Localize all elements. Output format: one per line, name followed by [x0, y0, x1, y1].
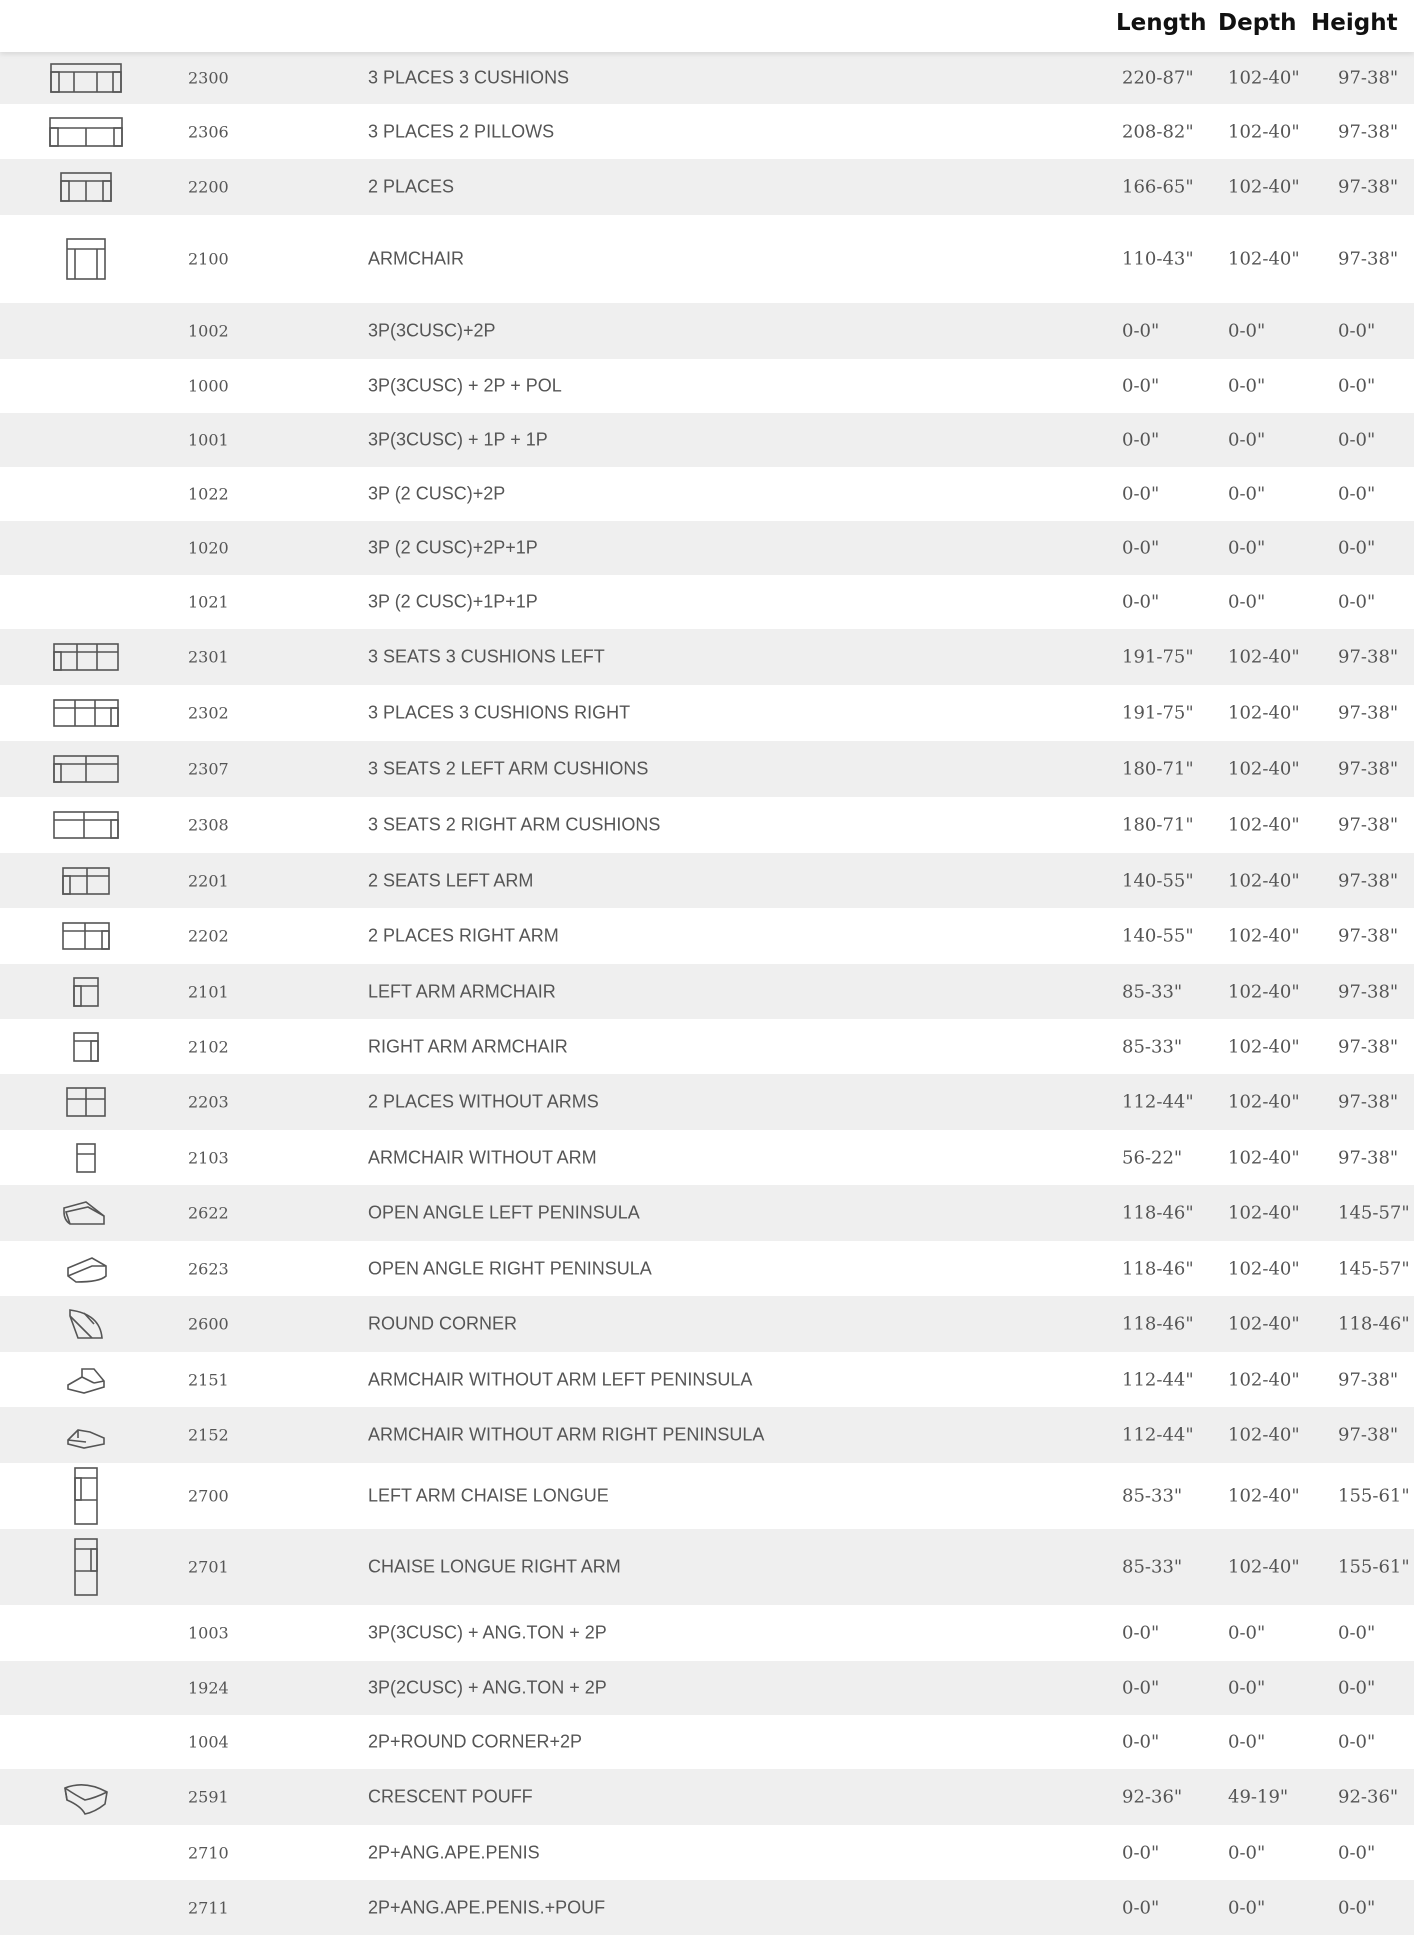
product-description: 3P(3CUSC)+2P [368, 320, 496, 341]
chaise-longue-right-arm-icon [73, 1537, 99, 1597]
product-code: 2302 [188, 703, 229, 723]
table-row [0, 1529, 1414, 1605]
product-code: 2201 [188, 871, 229, 890]
depth-value: 0-0" [1228, 320, 1266, 342]
product-description: 2P+ANG.APE.PENIS [368, 1842, 540, 1862]
length-value: 166-65" [1122, 176, 1194, 198]
height-value: 97-38" [1338, 1424, 1399, 1446]
height-value: 97-38" [1338, 870, 1399, 891]
product-description: OPEN ANGLE RIGHT PENINSULA [368, 1258, 652, 1278]
product-code: 2202 [188, 926, 229, 946]
height-value: 0-0" [1338, 375, 1376, 397]
length-value: 56-22" [1122, 1147, 1183, 1168]
table-header [0, 0, 1414, 52]
table-row [0, 1715, 1414, 1769]
product-code: 2711 [188, 1898, 229, 1917]
height-value: 97-38" [1338, 1036, 1399, 1057]
sofa-3-seat-2-cushion-right-icon [52, 810, 120, 840]
depth-value: 49-19" [1228, 1786, 1289, 1808]
depth-value: 102-40" [1228, 1147, 1300, 1168]
product-description: 3 PLACES 2 PILLOWS [368, 121, 555, 141]
product-description: ARMCHAIR WITHOUT ARM [368, 1147, 597, 1167]
product-code: 1002 [188, 321, 229, 341]
table-row [0, 1769, 1414, 1825]
height-value: 97-38" [1338, 176, 1399, 198]
depth-value: 0-0" [1228, 1731, 1266, 1753]
length-value: 191-75" [1122, 702, 1194, 724]
table-row [0, 741, 1414, 797]
length-value: 0-0" [1122, 537, 1160, 559]
product-table [0, 52, 1414, 1935]
sofa-3-seat-2-cushion-left-icon [52, 754, 120, 784]
sofa-2-seat-icon [59, 171, 113, 203]
product-description: RIGHT ARM ARMCHAIR [368, 1036, 568, 1056]
height-value: 0-0" [1338, 537, 1376, 559]
product-description: 3P (2 CUSC)+2P+1P [368, 537, 538, 558]
table-row [0, 1130, 1414, 1185]
product-description: 2 SEATS LEFT ARM [368, 870, 534, 890]
length-column-header: Length [1116, 10, 1207, 36]
product-description: 2 PLACES WITHOUT ARMS [368, 1091, 599, 1112]
product-description: LEFT ARM CHAISE LONGUE [368, 1485, 609, 1506]
length-value: 0-0" [1122, 375, 1160, 397]
depth-value: 102-40" [1228, 1091, 1300, 1113]
length-value: 0-0" [1122, 1897, 1160, 1918]
chaise-longue-left-arm-icon [73, 1466, 99, 1526]
armchair-right-arm-icon [72, 1031, 100, 1063]
length-value: 0-0" [1122, 1842, 1160, 1863]
table-row [0, 467, 1414, 521]
length-value: 0-0" [1122, 591, 1160, 613]
height-value: 0-0" [1338, 1677, 1376, 1699]
length-value: 208-82" [1122, 121, 1194, 142]
table-row [0, 1605, 1414, 1661]
sofa-3-seat-3-cushion-icon [49, 62, 123, 94]
product-description: 3P (2 CUSC)+2P [368, 483, 506, 504]
product-code: 2623 [188, 1259, 229, 1278]
length-value: 85-33" [1122, 1556, 1183, 1578]
product-description: LEFT ARM ARMCHAIR [368, 981, 556, 1001]
table-row [0, 1019, 1414, 1074]
table-row [0, 1463, 1414, 1529]
product-description: 3P(3CUSC) + 1P + 1P [368, 429, 548, 450]
table-row [0, 1241, 1414, 1296]
armchair-no-arm-icon [75, 1142, 97, 1174]
product-description: ARMCHAIR WITHOUT ARM LEFT PENINSULA [368, 1369, 753, 1389]
height-value: 97-38" [1338, 702, 1399, 724]
length-value: 85-33" [1122, 981, 1183, 1002]
depth-value: 0-0" [1228, 429, 1266, 451]
height-value: 155-61" [1338, 1485, 1410, 1507]
product-description: 3 PLACES 3 CUSHIONS [368, 67, 570, 88]
height-value: 97-38" [1338, 1091, 1399, 1113]
height-value: 97-38" [1338, 981, 1399, 1002]
length-value: 0-0" [1122, 1622, 1160, 1644]
depth-value: 102-40" [1228, 925, 1300, 947]
height-value: 97-38" [1338, 925, 1399, 947]
table-row [0, 1661, 1414, 1715]
table-row [0, 1407, 1414, 1463]
height-value: 97-38" [1338, 758, 1399, 780]
height-value: 0-0" [1338, 483, 1376, 505]
height-value: 97-38" [1338, 814, 1399, 836]
length-value: 0-0" [1122, 320, 1160, 342]
depth-value: 102-40" [1228, 1556, 1300, 1578]
product-description: 3 SEATS 3 CUSHIONS LEFT [368, 646, 605, 667]
product-description: 3P (2 CUSC)+1P+1P [368, 591, 538, 612]
product-code: 2306 [188, 122, 229, 141]
product-code: 2701 [188, 1557, 229, 1577]
product-code: 1021 [188, 592, 229, 612]
sofa-2-seat-right-arm-icon [61, 921, 111, 951]
product-code: 2200 [188, 177, 229, 197]
table-row [0, 1352, 1414, 1407]
product-description: ARMCHAIR WITHOUT ARM RIGHT PENINSULA [368, 1424, 765, 1445]
table-row [0, 104, 1414, 159]
height-value: 0-0" [1338, 429, 1376, 451]
height-value: 0-0" [1338, 591, 1376, 613]
table-row [0, 359, 1414, 413]
product-code: 2301 [188, 647, 229, 667]
height-value: 0-0" [1338, 1731, 1376, 1753]
product-code: 2600 [188, 1314, 229, 1334]
product-description: 2P+ANG.APE.PENIS.+POUF [368, 1897, 606, 1917]
length-value: 110-43" [1122, 248, 1194, 270]
product-description: ARMCHAIR [368, 248, 465, 269]
sofa-3-seat-2-pillow-icon [48, 116, 124, 148]
table-row [0, 964, 1414, 1019]
table-row [0, 908, 1414, 964]
product-description: 3P(3CUSC) + ANG.TON + 2P [368, 1622, 607, 1643]
depth-value: 0-0" [1228, 1622, 1266, 1644]
table-row [0, 521, 1414, 575]
table-row [0, 159, 1414, 215]
product-code: 1004 [188, 1732, 229, 1752]
length-value: 180-71" [1122, 814, 1194, 836]
product-description: CRESCENT POUFF [368, 1786, 533, 1807]
product-description: 2 PLACES RIGHT ARM [368, 925, 559, 946]
depth-value: 0-0" [1228, 1677, 1266, 1699]
product-code: 2700 [188, 1486, 229, 1506]
length-value: 0-0" [1122, 1731, 1160, 1753]
depth-value: 102-40" [1228, 121, 1300, 142]
depth-value: 102-40" [1228, 176, 1300, 198]
product-code: 2308 [188, 815, 229, 835]
armchair-no-arm-right-peninsula-icon [64, 1420, 108, 1450]
depth-value: 102-40" [1228, 981, 1300, 1002]
length-value: 140-55" [1122, 925, 1194, 947]
table-row [0, 575, 1414, 629]
product-code: 2300 [188, 68, 229, 88]
height-value: 0-0" [1338, 1897, 1376, 1918]
depth-value: 102-40" [1228, 1258, 1300, 1279]
product-code: 2102 [188, 1037, 229, 1056]
length-value: 85-33" [1122, 1485, 1183, 1507]
product-code: 2103 [188, 1148, 229, 1167]
length-value: 0-0" [1122, 1677, 1160, 1699]
height-value: 97-38" [1338, 646, 1399, 668]
open-angle-right-peninsula-icon [62, 1254, 110, 1284]
depth-value: 102-40" [1228, 758, 1300, 780]
length-value: 220-87" [1122, 67, 1194, 89]
height-value: 97-38" [1338, 1147, 1399, 1168]
product-description: 3P(3CUSC) + 2P + POL [368, 375, 562, 396]
length-value: 0-0" [1122, 429, 1160, 451]
product-code: 1003 [188, 1623, 229, 1643]
product-description: 3 SEATS 2 RIGHT ARM CUSHIONS [368, 814, 661, 835]
sofa-3-seat-left-arm-icon [52, 642, 120, 672]
product-code: 1020 [188, 538, 229, 558]
depth-value: 102-40" [1228, 702, 1300, 724]
height-value: 155-61" [1338, 1556, 1410, 1578]
height-value: 145-57" [1338, 1202, 1410, 1224]
height-value: 0-0" [1338, 1842, 1376, 1863]
sofa-3-seat-right-arm-icon [52, 698, 120, 728]
product-code: 1924 [188, 1678, 229, 1698]
product-code: 1001 [188, 430, 229, 450]
table-row [0, 1296, 1414, 1352]
length-value: 118-46" [1122, 1258, 1194, 1279]
table-row [0, 1825, 1414, 1880]
product-description: CHAISE LONGUE RIGHT ARM [368, 1556, 621, 1577]
armchair-icon [65, 237, 107, 281]
product-description: 2 PLACES [368, 176, 455, 197]
depth-value: 102-40" [1228, 1485, 1300, 1507]
table-row [0, 685, 1414, 741]
depth-value: 102-40" [1228, 646, 1300, 668]
product-code: 2591 [188, 1787, 229, 1807]
depth-value: 102-40" [1228, 1202, 1300, 1224]
depth-value: 102-40" [1228, 870, 1300, 891]
depth-value: 102-40" [1228, 1036, 1300, 1057]
table-row [0, 797, 1414, 853]
product-code: 1000 [188, 376, 229, 396]
height-value: 92-36" [1338, 1786, 1399, 1808]
height-value: 97-38" [1338, 1369, 1399, 1390]
sofa-2-seat-no-arms-icon [65, 1086, 107, 1118]
length-value: 112-44" [1122, 1091, 1194, 1113]
product-description: OPEN ANGLE LEFT PENINSULA [368, 1202, 640, 1223]
length-value: 118-46" [1122, 1202, 1194, 1224]
height-value: 97-38" [1338, 248, 1399, 270]
height-value: 145-57" [1338, 1258, 1410, 1279]
depth-value: 0-0" [1228, 591, 1266, 613]
depth-value: 102-40" [1228, 1313, 1300, 1335]
product-description: 3 PLACES 3 CUSHIONS RIGHT [368, 702, 631, 723]
depth-value: 0-0" [1228, 375, 1266, 397]
product-code: 2151 [188, 1370, 229, 1389]
depth-value: 0-0" [1228, 483, 1266, 505]
depth-value: 102-40" [1228, 814, 1300, 836]
height-value: 0-0" [1338, 1622, 1376, 1644]
table-row [0, 215, 1414, 303]
open-angle-left-peninsula-icon [58, 1198, 114, 1228]
product-code: 2203 [188, 1092, 229, 1112]
product-description: 3 SEATS 2 LEFT ARM CUSHIONS [368, 758, 649, 779]
depth-value: 102-40" [1228, 248, 1300, 270]
length-value: 191-75" [1122, 646, 1194, 668]
product-code: 2307 [188, 759, 229, 779]
table-row [0, 853, 1414, 908]
length-value: 92-36" [1122, 1786, 1183, 1808]
crescent-pouff-icon [61, 1778, 111, 1816]
depth-column-header: Depth [1218, 10, 1297, 36]
height-column-header: Height [1311, 10, 1398, 36]
product-code: 2622 [188, 1203, 229, 1223]
round-corner-icon [66, 1306, 106, 1342]
length-value: 118-46" [1122, 1313, 1194, 1335]
depth-value: 0-0" [1228, 1842, 1266, 1863]
length-value: 112-44" [1122, 1424, 1194, 1446]
sofa-2-seat-left-arm-icon [61, 866, 111, 896]
table-row [0, 1074, 1414, 1130]
table-row [0, 629, 1414, 685]
armchair-no-arm-left-peninsula-icon [64, 1365, 108, 1395]
depth-value: 102-40" [1228, 1369, 1300, 1390]
height-value: 0-0" [1338, 320, 1376, 342]
product-description: ROUND CORNER [368, 1313, 518, 1334]
length-value: 112-44" [1122, 1369, 1194, 1390]
table-row [0, 413, 1414, 467]
table-row [0, 1880, 1414, 1935]
height-value: 97-38" [1338, 121, 1399, 142]
length-value: 140-55" [1122, 870, 1194, 891]
depth-value: 0-0" [1228, 1897, 1266, 1918]
product-code: 2710 [188, 1843, 229, 1862]
length-value: 180-71" [1122, 758, 1194, 780]
table-row [0, 52, 1414, 104]
product-code: 2100 [188, 249, 229, 269]
armchair-left-arm-icon [72, 976, 100, 1008]
product-code: 2101 [188, 982, 229, 1001]
length-value: 85-33" [1122, 1036, 1183, 1057]
depth-value: 102-40" [1228, 67, 1300, 89]
depth-value: 0-0" [1228, 537, 1266, 559]
product-description: 2P+ROUND CORNER+2P [368, 1731, 583, 1752]
height-value: 118-46" [1338, 1313, 1410, 1335]
product-description: 3P(2CUSC) + ANG.TON + 2P [368, 1677, 607, 1698]
table-row [0, 1185, 1414, 1241]
table-row [0, 303, 1414, 359]
depth-value: 102-40" [1228, 1424, 1300, 1446]
height-value: 97-38" [1338, 67, 1399, 89]
length-value: 0-0" [1122, 483, 1160, 505]
product-code: 1022 [188, 484, 229, 504]
product-code: 2152 [188, 1425, 229, 1445]
